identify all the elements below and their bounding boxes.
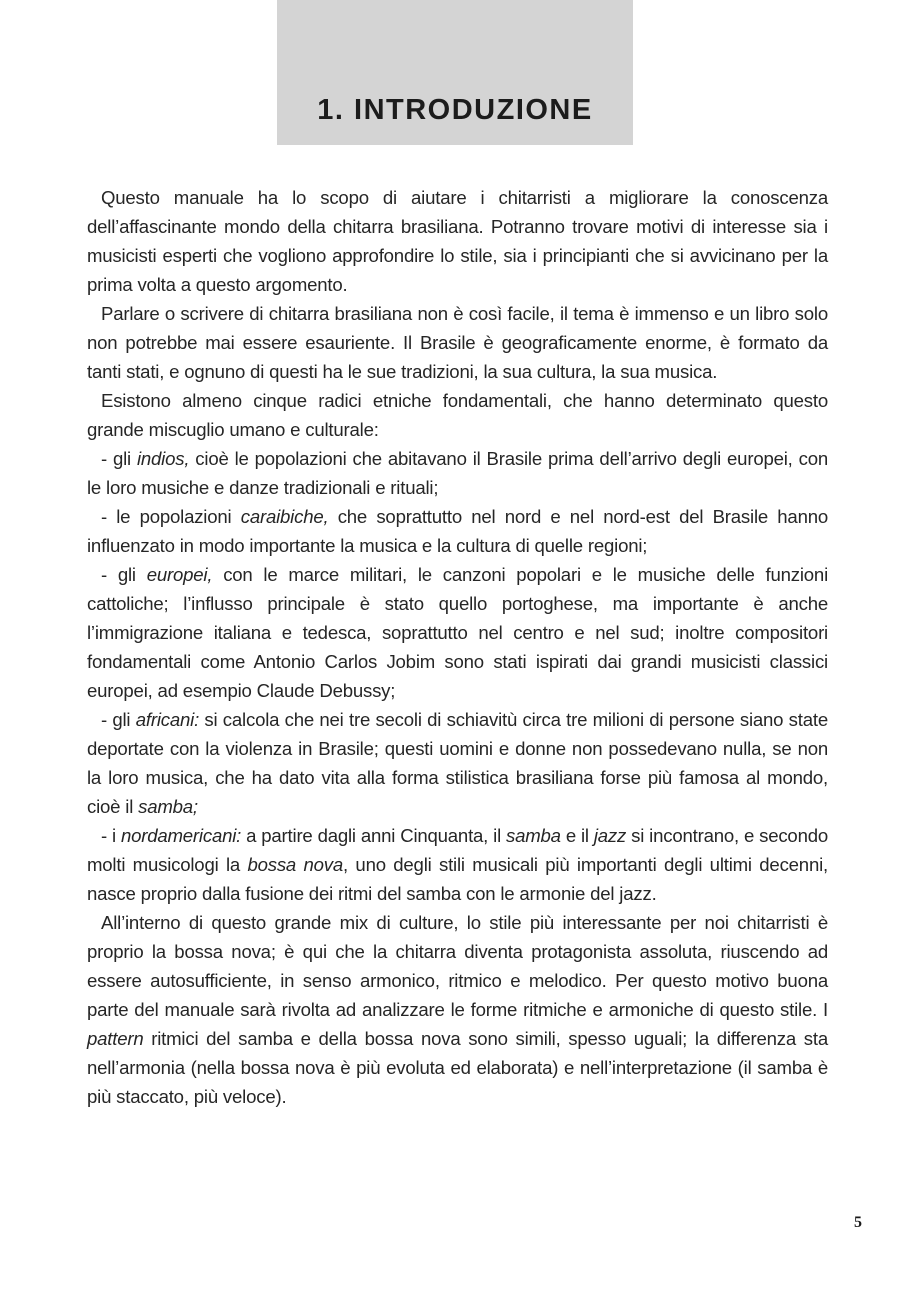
paragraph bbox=[87, 444, 828, 502]
text-run: - i bbox=[101, 825, 121, 846]
italic-term: samba bbox=[506, 825, 561, 846]
paragraph bbox=[87, 502, 828, 560]
text-run: si incontrano, e secondo molti musicologi la bbox=[87, 825, 828, 875]
italic-term: caraibiche, bbox=[240, 506, 329, 527]
text-run: ritmici del samba e della bossa nova sono simili, spesso uguali; la differenza sta nell’armonia (nella bossa nova è più evoluta ed elaborata) e nell’interpretazione (il samba è più staccato, più veloce). bbox=[87, 1028, 828, 1107]
chapter-header-banner bbox=[277, 0, 633, 145]
text-run: Parlare o scrivere di chitarra brasiliana non è così facile, il tema è immenso e un libro solo non potrebbe mai essere esauriente. Il Brasile è geograficamente enorme, è formato da tanti stati, e ognuno di questi ha le sue tradizioni, la sua cultura, la sua musica. bbox=[87, 303, 828, 382]
italic-term: europei, bbox=[146, 564, 213, 585]
paragraph bbox=[87, 908, 828, 1111]
page-number: 5 bbox=[854, 1214, 862, 1231]
paragraph bbox=[87, 821, 828, 908]
paragraph bbox=[87, 705, 828, 821]
paragraph bbox=[87, 183, 828, 299]
italic-term: samba; bbox=[138, 796, 198, 817]
italic-term: nordamericani: bbox=[120, 825, 242, 846]
text-run: e il bbox=[560, 825, 594, 846]
text-run: con le marce militari, le canzoni popolari e le musiche delle funzioni cattoliche; l’influsso principale è stato quello portoghese, ma importante è anche l’immigrazione italiana e tedesca, soprattutto nel centro e nel sud; inoltre compositori fondamentali come Antonio Carlos Jobim sono stati ispirati dai grandi musicisti classici europei, ad esempio Claude Debussy; bbox=[87, 564, 829, 701]
italic-term: africani: bbox=[135, 709, 200, 730]
paragraph bbox=[87, 560, 828, 705]
text-run: Questo manuale ha lo scopo di aiutare i chitarristi a migliorare la conoscenza dell’affascinante mondo della chitarra brasiliana. Potranno trovare motivi di interesse sia i musicisti esperti che vogliono approfondire lo stile, sia i principianti che si avvicinano per la prima volta a questo argomento. bbox=[87, 187, 828, 295]
chapter-title: 1. INTRODUZIONE bbox=[317, 94, 593, 126]
text-run: che soprattutto nel nord e nel nord-est del Brasile hanno influenzato in modo importante la musica e la cultura di quelle regioni; bbox=[87, 506, 828, 556]
paragraph bbox=[87, 386, 828, 444]
italic-term: indios, bbox=[136, 448, 190, 469]
italic-term: jazz bbox=[593, 825, 627, 846]
text-run: All’interno di questo grande mix di culture, lo stile più interessante per noi chitarristi è proprio la bossa nova; è qui che la chitarra diventa protagonista assoluta, riuscendo ad essere autosufficiente, in senso armonico, ritmico e melodico. Per questo motivo buona parte del manuale sarà rivolta ad analizzare le forme ritmiche e armoniche di questo stile. I bbox=[87, 912, 828, 1020]
text-run: - gli bbox=[101, 448, 137, 469]
text-run: - le popolazioni bbox=[101, 506, 241, 527]
text-run: Esistono almeno cinque radici etniche fondamentali, che hanno determinato questo grande miscuglio umano e culturale: bbox=[87, 390, 828, 440]
text-run: a partire dagli anni Cinquanta, il bbox=[241, 825, 507, 846]
text-run: - gli bbox=[101, 709, 136, 730]
text-run: - gli bbox=[101, 564, 147, 585]
italic-term: bossa nova bbox=[247, 854, 344, 875]
text-run: cioè le popolazioni che abitavano il Brasile prima dell’arrivo degli europei, con le loro musiche e danze tradizionali e rituali; bbox=[87, 448, 828, 498]
paragraph bbox=[87, 299, 828, 386]
body-text bbox=[87, 183, 828, 1111]
text-run: , uno degli stili musicali più importanti degli ultimi decenni, nasce proprio dalla fusione dei ritmi del samba con le armonie del jazz. bbox=[87, 854, 828, 904]
text-run: si calcola che nei tre secoli di schiavitù circa tre milioni di persone siano state deportate con la violenza in Brasile; questi uomini e donne non possedevano nulla, se non la loro musica, che ha dato vita alla forma stilistica brasiliana forse più famosa al mondo, cioè il bbox=[87, 709, 828, 817]
italic-term: pattern bbox=[87, 1028, 144, 1049]
